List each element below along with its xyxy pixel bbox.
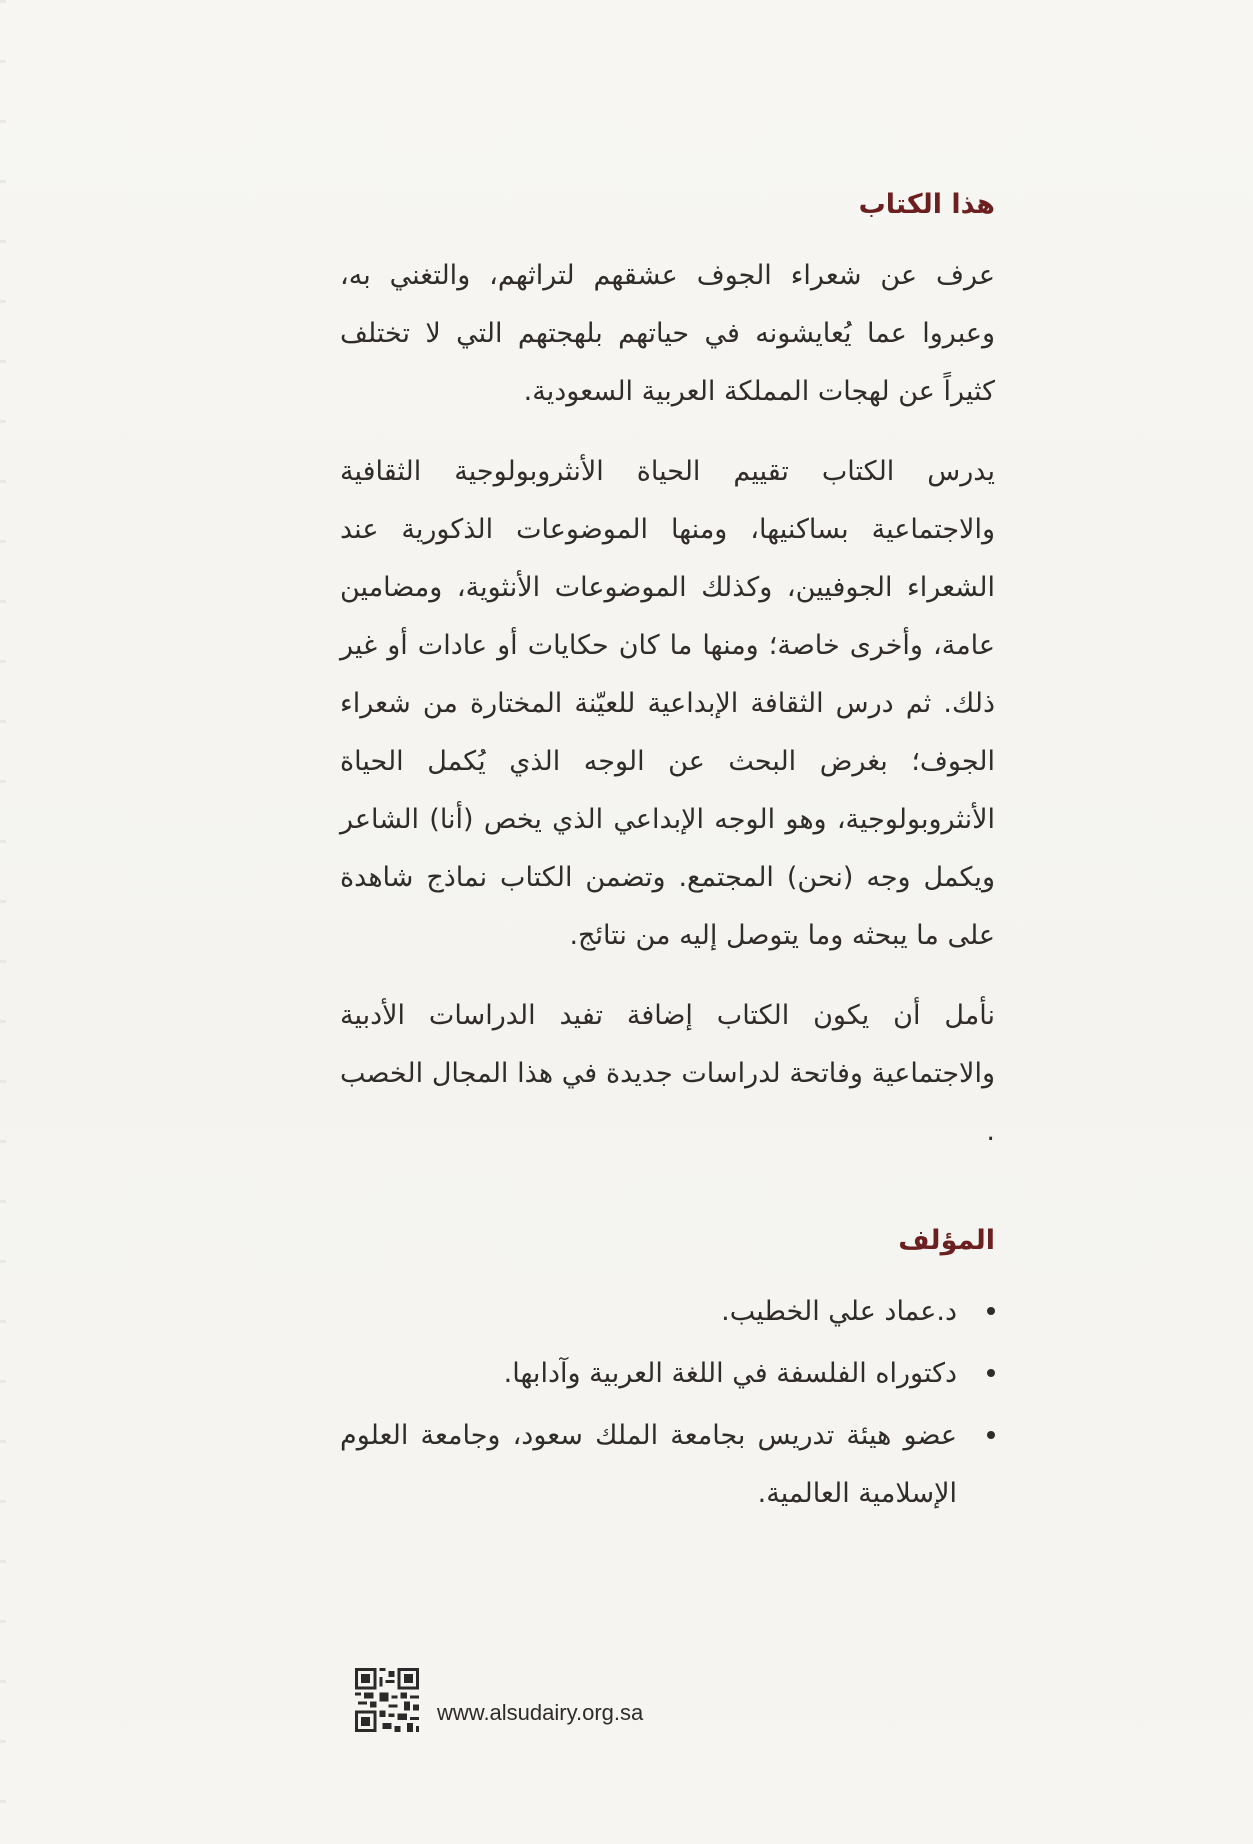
author-info-list [340,1283,995,1523]
book-description-paragraph: عرف عن شعراء الجوف عشقهم لتراثهم، والتغني به، وعبروا عما يُعايشونه في حياتهم بلهجتهم التي لا تختلف كثيراً عن لهجات المملكة العربية السعودية. [340,260,995,407]
page-edge [0,0,6,1844]
book-description-paragraph: يدرس الكتاب تقييم الحياة الأنثروبولوجية الثقافية والاجتماعية بساكنيها، ومنها الموضوعات الذكورية عند الشعراء الجوفيين، وكذلك الموضوعات الأنثوية، ومضامين عامة، وأخرى خاصة؛ ومنها ما كان حكايات أو عادات أو غير ذلك. ثم درس الثقافة الإبداعية للعيّنة المختارة من شعراء الجوف؛ بغرض البحث عن الوجه الذي يُكمل الحياة الأنثروبولوجية، وهو الوجه الإبداعي الذي يخص (أنا) الشاعر ويكمل وجه (نحن) المجتمع. وتضمن الكتاب نماذج شاهدة على ما يبحثه وما يتوصل إليه من نتائج. [340,456,995,951]
book-section-heading: هذا الكتاب [858,189,995,220]
website-link[interactable]: www.alsudairy.org.sa [437,1700,644,1725]
book-description-paragraph: نأمل أن يكون الكتاب إضافة تفيد الدراسات الأدبية والاجتماعية وفاتحة لدراسات جديدة في هذا المجال الخصب . [340,1000,995,1147]
author-info-item [340,1345,957,1403]
author-info-text: د.عماد علي الخطيب. [721,1296,957,1327]
author-info-item [340,1283,957,1341]
author-section-heading: المؤلف [898,1225,995,1256]
qr-code-icon[interactable] [355,1668,419,1732]
publisher-footer [355,1668,775,1732]
bullet-icon [987,1307,995,1315]
bullet-icon [987,1431,995,1439]
author-info-text: عضو هيئة تدريس بجامعة الملك سعود، وجامعة العلوم الإسلامية العالمية. [340,1420,957,1509]
back-cover-content [340,185,995,1527]
author-info-item [340,1407,957,1523]
author-info-text: دكتوراه الفلسفة في اللغة العربية وآدابها. [503,1358,957,1389]
bullet-icon [987,1369,995,1377]
